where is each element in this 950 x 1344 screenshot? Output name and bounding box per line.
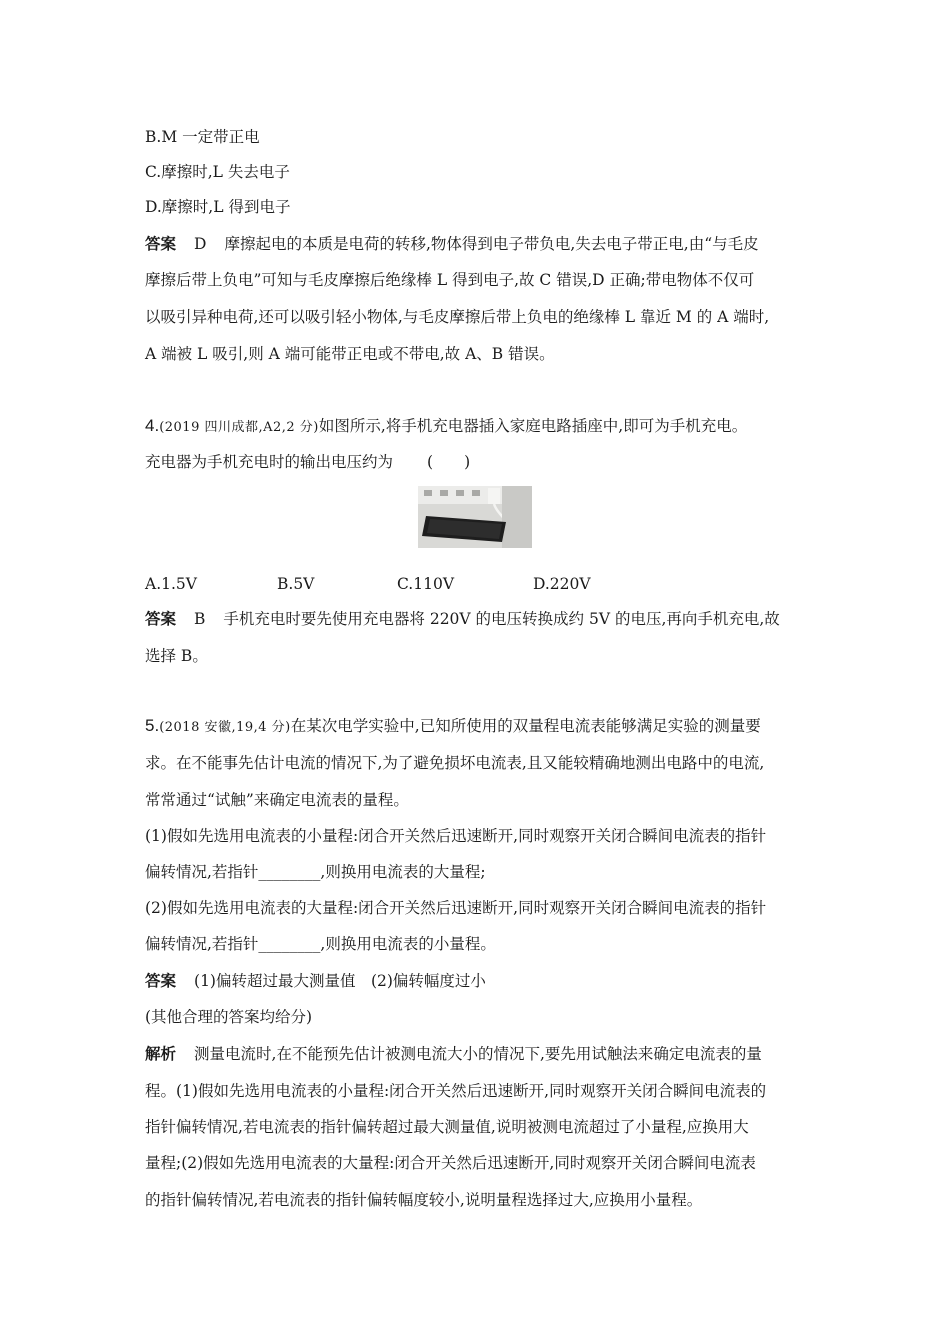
question-number: 5. [145,716,160,735]
answer-note: (其他合理的答案均给分) [145,1008,313,1026]
question-source: (2018 安徽,19,4 分) [159,720,291,735]
q5-part2-line: 偏转情况,若指针________,则换用电流表的小量程。 [145,935,496,953]
explanation-line: 以吸引异种电荷,还可以吸引轻小物体,与毛皮摩擦后带上负电的绝缘棒 L 靠近 M 的 A 端时, [145,308,770,326]
explanation-text: 摩擦起电的本质是电荷的转移,物体得到电子带负电,失去电子带正电,由“与毛皮 [224,235,759,253]
analysis-line: 程。(1)假如先选用电流表的小量程:闭合开关然后迅速断开,同时观察开关闭合瞬间电流表的 [145,1082,767,1100]
q4-stem-line [145,452,470,472]
q3-option-b: B.M 一定带正电 [145,128,260,146]
analysis-text: 测量电流时,在不能预先估计被测电流大小的情况下,要先用试触法来确定电流表的量 [194,1045,762,1063]
question-number: 4. [145,416,160,435]
answer-text: (1)偏转超过最大测量值 (2)偏转幅度过小 [194,972,486,990]
explanation-line: 摩擦后带上负电”可知与毛皮摩擦后绝缘棒 L 得到电子,故 C 错误,D 正确;带电物体不仅可 [145,271,755,289]
answer-label: 答案 [145,972,177,990]
explanation-line: 选择 B。 [145,647,208,665]
phone-charger-illustration [418,486,532,548]
q3-answer-line [145,234,759,254]
q4-answer-line [145,609,780,629]
answer-label: 答案 [145,610,177,628]
analysis-line: 的指针偏转情况,若电流表的指针偏转幅度较小,说明量程选择过大,应换用小量程。 [145,1191,703,1209]
phone-charger-photo [418,486,532,548]
q3-option-c: C.摩擦时,L 失去电子 [145,163,290,181]
q4-option-c: C.110V [397,575,455,593]
explanation-line: A 端被 L 吸引,则 A 端可能带正电或不带电,故 A、B 错误。 [145,345,555,363]
q5-answer-line [145,971,486,991]
q5-stem-line: 求。在不能事先估计电流的情况下,为了避免损坏电流表,且又能较精确地测出电路中的电流, [145,754,765,772]
question-stem: 如图所示,将手机充电器插入家庭电路插座中,即可为手机充电。 [318,417,748,435]
question-stem: 充电器为手机充电时的输出电压约为 [145,453,394,471]
answer-key: B [194,610,206,628]
analysis-line: 量程;(2)假如先选用电流表的大量程:闭合开关然后迅速断开,同时观察开关闭合瞬间电流表 [145,1154,756,1172]
answer-blank: ( ) [427,453,471,471]
q3-option-d: D.摩擦时,L 得到电子 [145,198,291,216]
question-source: (2019 四川成都,A2,2 分) [159,420,319,435]
q5-part2-line: (2)假如先选用电流表的大量程:闭合开关然后迅速断开,同时观察开关闭合瞬间电流表的指针 [145,899,767,917]
q4-option-d: D.220V [533,575,591,593]
answer-key: D [194,235,207,253]
explanation-text: 手机充电时要先使用充电器将 220V 的电压转换成约 5V 的电压,再向手机充电,故 [223,610,780,628]
question-stem: 在某次电学实验中,已知所使用的双量程电流表能够满足实验的测量要 [290,717,761,735]
answer-label: 答案 [145,235,177,253]
q5-stem-line [145,716,761,738]
q5-analysis-line [145,1044,762,1064]
q4-stem-line [145,416,747,438]
q5-part1-line: (1)假如先选用电流表的小量程:闭合开关然后迅速断开,同时观察开关闭合瞬间电流表的指针 [145,827,767,845]
analysis-label: 解析 [145,1045,177,1063]
q5-stem-line: 常常通过“试触”来确定电流表的量程。 [145,791,409,809]
q4-option-b: B.5V [277,575,315,593]
analysis-line: 指针偏转情况,若电流表的指针偏转超过最大测量值,说明被测电流超过了小量程,应换用大 [145,1118,749,1136]
q5-part1-line: 偏转情况,若指针________,则换用电流表的大量程; [145,863,486,881]
q4-option-a: A.1.5V [145,575,197,593]
